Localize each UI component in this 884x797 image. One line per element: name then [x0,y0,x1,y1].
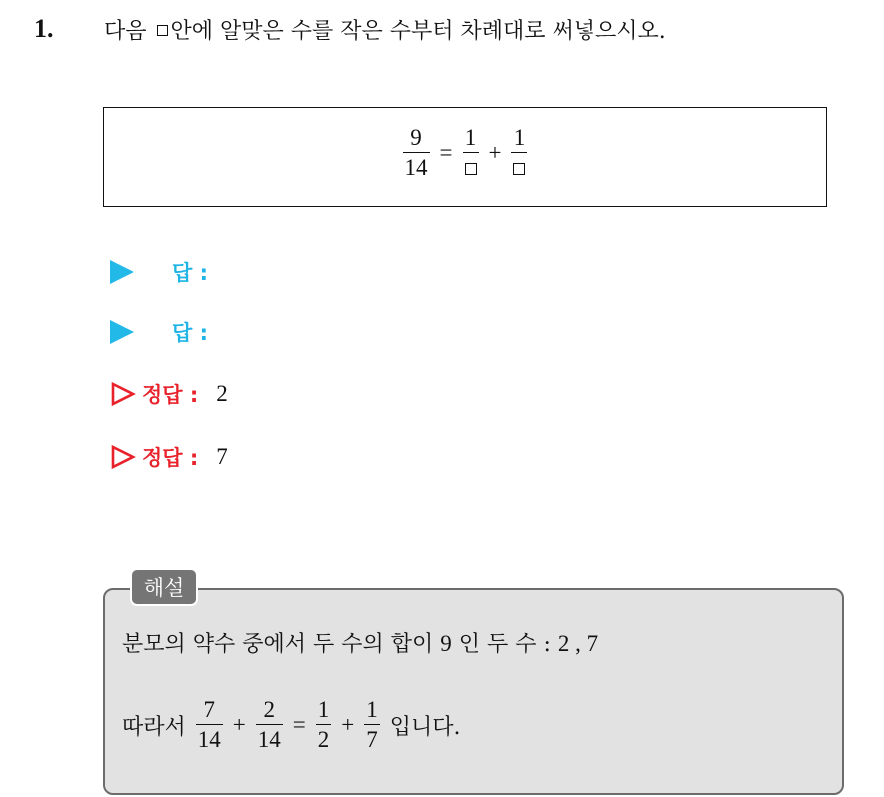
solution-line1-mid: 인 두 수 : [458,632,551,657]
question-text-after: 안에 알맞은 수를 작은 수부터 차례대로 써넣으시오. [170,19,666,44]
fraction-1 [196,698,223,752]
question-text-before: 다음 [104,19,147,44]
solution-line1-number: 9 [440,631,452,656]
denominator: 14 [256,724,283,752]
denominator: 14 [196,724,223,752]
numerator: 1 [317,697,330,722]
answer-row-1[interactable] [110,257,208,287]
outline-arrow-icon [110,381,136,407]
denominator: 2 [316,724,332,752]
correct-value: 2 [216,381,228,406]
question-number: 1. [34,14,54,43]
solution-panel [103,588,844,795]
plus-sign: + [232,712,246,738]
numerator: 7 [203,697,216,722]
answer-row-2[interactable] [110,317,208,347]
play-arrow-icon [110,320,134,344]
equation-box [103,107,827,207]
fraction-rhs-2 [511,126,527,180]
blank-box-icon [465,163,477,175]
equation [104,126,826,180]
answer-label: 답 : [172,261,208,285]
equals-sign: = [439,140,453,166]
rhs1-numerator: 1 [464,125,477,150]
rhs2-numerator: 1 [513,125,526,150]
numerator: 2 [263,697,275,722]
solution-line-2 [122,698,460,752]
denominator: 7 [364,724,380,752]
fraction-2 [256,698,283,752]
equals-sign: = [292,712,306,738]
blank-box-icon [513,163,525,175]
answer-label: 답 : [172,321,208,345]
rhs1-denominator-blank[interactable] [463,152,479,180]
correct-label: 정답 : [142,446,199,470]
lhs-denominator: 14 [403,152,430,180]
lhs-numerator: 9 [410,125,422,150]
correct-answer-row-1 [110,379,228,409]
question-text [104,14,666,45]
numerator: 1 [366,697,378,722]
correct-answer-row-2 [110,442,228,472]
solution-line1-values: 2 , 7 [557,631,599,656]
plus-sign: + [341,712,355,738]
solution-line2-suffix: 입니다. [389,714,461,740]
correct-label: 정답 : [142,383,199,407]
solution-line-1 [122,627,598,658]
solution-line2-prefix: 따라서 [122,714,186,740]
fraction-4 [364,698,380,752]
blank-box-icon [157,25,168,36]
solution-line1-text: 분모의 약수 중에서 두 수의 합이 [122,632,434,657]
fraction-3 [316,698,332,752]
rhs2-denominator-blank[interactable] [511,152,527,180]
solution-tag: 해설 [130,568,198,606]
outline-arrow-icon [110,444,136,470]
correct-value: 7 [216,444,228,469]
fraction-lhs [403,126,430,180]
plus-sign: + [488,140,502,166]
fraction-rhs-1 [463,126,479,180]
play-arrow-icon [110,260,134,284]
solution-math [192,698,384,752]
